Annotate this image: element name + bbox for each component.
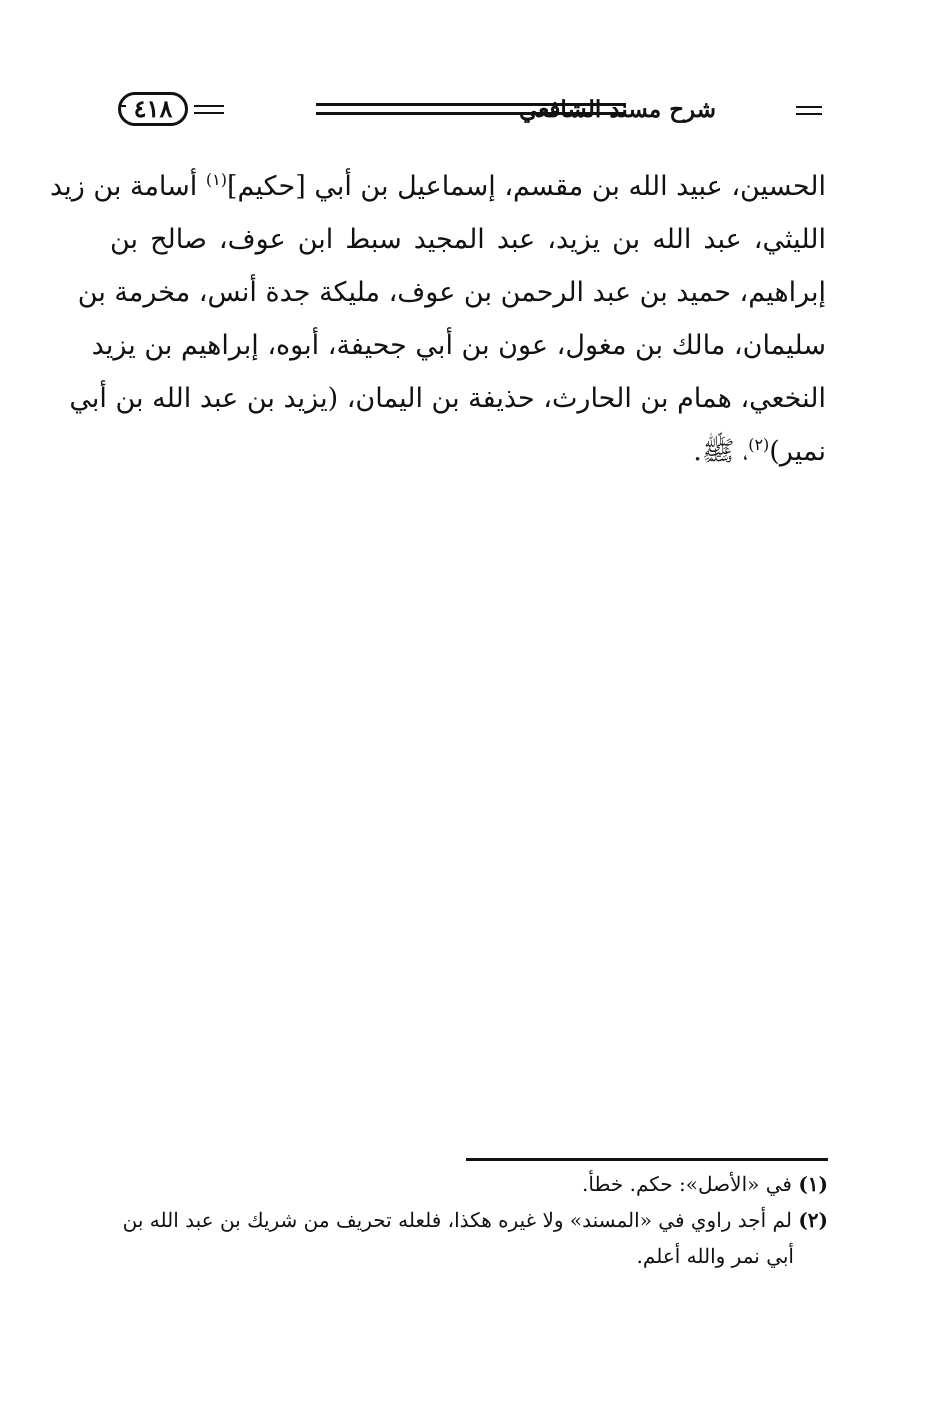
footnote-2-continuation: أبي نمر والله أعلم. xyxy=(636,1244,794,1268)
footnote-ref[interactable]: (١) xyxy=(205,170,227,189)
body-line: نمير)$^{(٢)}$، ﷺ. xyxy=(693,435,826,467)
page-header xyxy=(110,86,824,134)
body-line: إبراهيم، حميد بن عبد الرحمن بن عوف، مليكة جدة أنس، مخرمة بن xyxy=(77,277,826,308)
footnote-2: (٢) لم أجد راوي في «المسند» ولا غيره هكذا، فلعله تحريف من شريك بن عبد الله بن xyxy=(122,1208,828,1232)
body-text xyxy=(50,160,826,478)
header-rule-right-bottom xyxy=(796,113,822,115)
footnotes xyxy=(110,1166,828,1274)
body-line: سليمان، مالك بن مغول، عون بن أبي جحيفة، أبوه، إبراهيم بن يزيد xyxy=(91,330,826,361)
body-line: الليثي، عبد الله بن يزيد، عبد المجيد سبط ابن عوف، صالح بن xyxy=(110,224,826,255)
page-number-badge xyxy=(110,92,242,128)
header-rule-right-top xyxy=(796,106,822,108)
footnote-separator xyxy=(466,1158,828,1161)
body-line: الحسين، عبيد الله بن مقسم، إسماعيل بن أبي [حكيم]$^{(١)}$ أسامة بن زيد xyxy=(50,170,826,202)
footnote-ref[interactable]: (٢) xyxy=(748,435,770,454)
running-title: شرح مسند الشافعي xyxy=(519,96,716,123)
footnote-1: (١) في «الأصل»: حكم. خطأ. xyxy=(582,1172,828,1196)
body-line: النخعي، همام بن الحارث، حذيفة بن اليمان، (يزيد بن عبد الله بن أبي xyxy=(69,383,826,414)
page-number: ٤١٨ xyxy=(118,92,188,126)
